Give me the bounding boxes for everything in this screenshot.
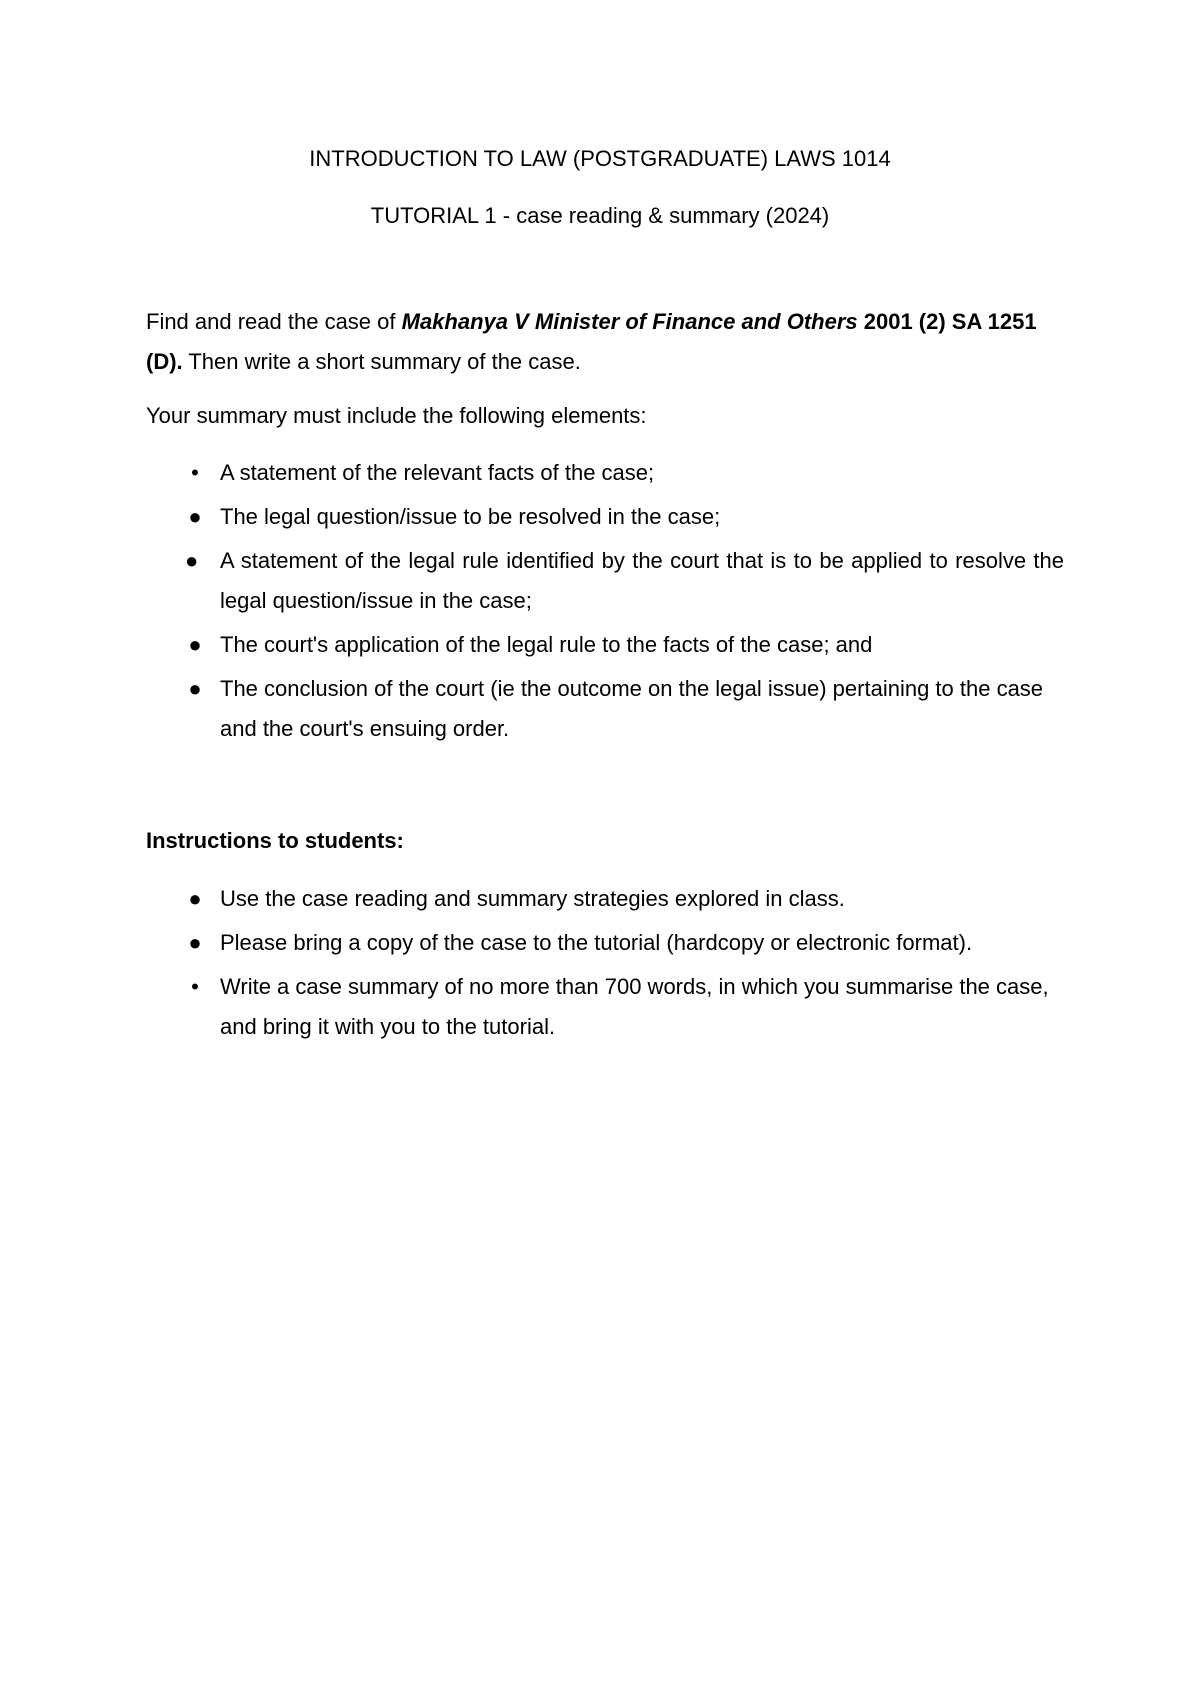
list-item-text: A statement of the relevant facts of the case; (220, 460, 655, 485)
elements-lead: Your summary must include the following elements: (146, 403, 647, 428)
list-item-text: The legal question/issue to be resolved in the case; (220, 504, 721, 529)
list-item-text: Please bring a copy of the case to the tutorial (hardcopy or electronic format). (220, 930, 973, 955)
list-item (0, 669, 1064, 749)
case-citation: 2001 (2) SA 1251 (D). (146, 309, 1037, 374)
list-item (0, 625, 1064, 665)
list-item (0, 967, 1064, 1047)
bullet-icon: ● (188, 504, 202, 529)
bullet-icon: ● (188, 632, 202, 657)
list-item (0, 497, 1064, 537)
list-item-text: Use the case reading and summary strategies explored in class. (220, 886, 845, 911)
bullet-icon: ● (188, 676, 202, 701)
tutorial-title: TUTORIAL 1 - case reading & summary (2024) (370, 203, 830, 228)
bullet-icon: • (191, 460, 199, 485)
instructions-list (0, 879, 1064, 1051)
intro-text-after: Then write a short summary of the case. (182, 349, 581, 374)
list-item (0, 923, 1064, 963)
bullet-icon: • (191, 974, 199, 999)
list-item-text: The conclusion of the court (ie the outcome on the legal issue) pertaining to the case and the court's ensuing order. (220, 676, 1044, 741)
intro-paragraph (146, 302, 1064, 382)
course-title: INTRODUCTION TO LAW (POSTGRADUATE) LAWS 1014 (309, 146, 891, 171)
bullet-icon: ● (188, 930, 202, 955)
bullet-icon: ● (188, 886, 202, 911)
case-name: Makhanya V Minister of Finance and Others (401, 309, 858, 334)
list-item (0, 879, 1064, 919)
intro-text-before: Find and read the case of (146, 309, 402, 334)
list-item (0, 453, 1064, 493)
instructions-heading: Instructions to students: (146, 828, 404, 853)
list-item (0, 541, 1064, 621)
list-item-text: Write a case summary of no more than 700 words, in which you summarise the case, and bring it with you to the tutorial. (220, 974, 1049, 1039)
list-item-text: The court's application of the legal rule to the facts of the case; and (220, 632, 873, 657)
elements-list (0, 453, 1064, 753)
list-item-text: A statement of the legal rule identified by the court that is to be applied to resolve the legal question/issue in the case; (220, 548, 1064, 613)
bullet-icon: ● (185, 548, 199, 573)
